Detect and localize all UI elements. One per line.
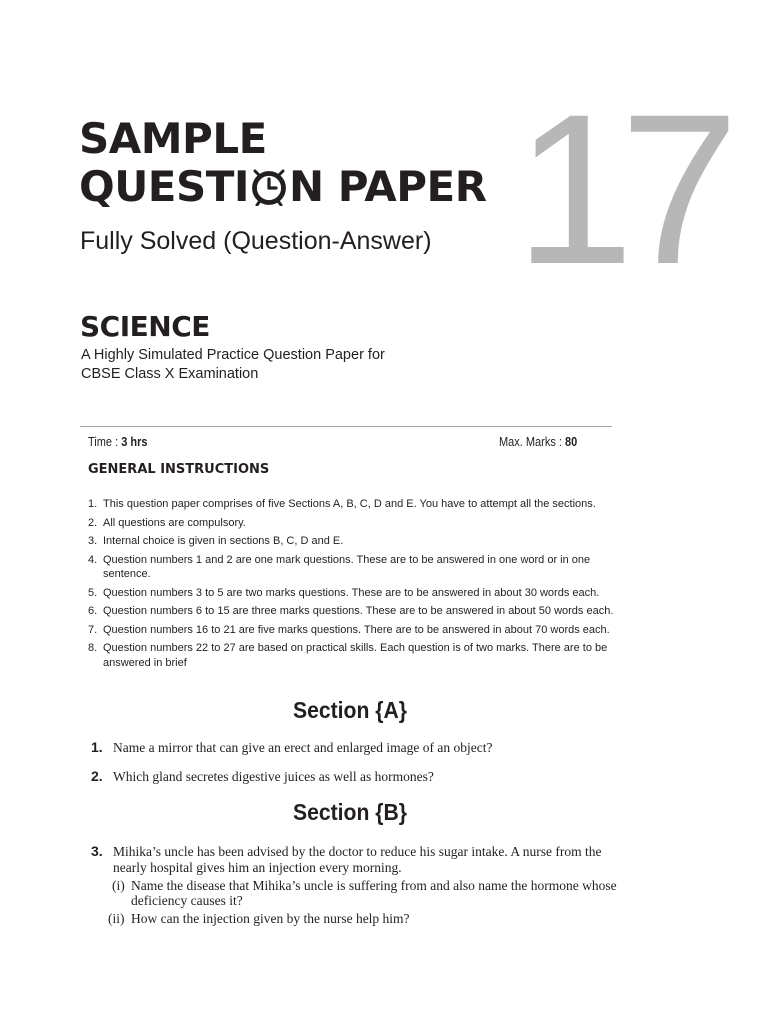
instruction-text: Question numbers 1 and 2 are one mark questions. These are to be answered in one word or in one sentence.: [103, 553, 591, 580]
instruction-text: Internal choice is given in sections B, C, D and E.: [103, 535, 344, 547]
question-1-text: Name a mirror that can give an erect and enlarged image of an object?: [113, 740, 493, 755]
time-info: [88, 435, 148, 449]
question-3-sub-2-text: How can the injection given by the nurse help him?: [131, 911, 410, 926]
instruction-item: [88, 641, 628, 670]
title-part-b: N PAPER: [289, 162, 487, 211]
instruction-text: All questions are compulsory.: [103, 516, 246, 529]
instruction-item: [88, 623, 628, 638]
question-3-number: 3.: [91, 843, 103, 859]
title-line-2: [79, 163, 487, 211]
instruction-text: Question numbers 22 to 27 are based on practical skills. Each question is of two marks. There are to be answered in brief: [103, 642, 608, 669]
clock-icon: [250, 168, 288, 206]
instruction-number: 4.: [88, 553, 98, 566]
instruction-number: 3.: [88, 535, 98, 547]
question-2-number: 2.: [91, 768, 103, 784]
question-3-sub-2-label: (ii): [108, 911, 125, 926]
instruction-text: Question numbers 6 to 15 are three marks questions. These are to be answered in about 50 words each.: [103, 605, 614, 617]
instructions-heading: GENERAL INSTRUCTIONS: [88, 462, 270, 477]
marks-label: Max. Marks :: [499, 435, 566, 449]
marks-info: [499, 435, 577, 449]
question-2-text: Which gland secretes digestive juices as well as hormones?: [113, 769, 434, 784]
instruction-number: 1.: [88, 498, 98, 510]
instruction-item: [88, 586, 628, 601]
question-3-sub-1-text: Name the disease that Mihika’s uncle is suffering from and also name the hormone whose deficiency causes it?: [131, 878, 617, 908]
instruction-number: 5.: [88, 586, 98, 599]
instruction-text: Question numbers 3 to 5 are two marks questions. These are to be answered in about 30 words each.: [103, 586, 600, 599]
paper-number: 17: [515, 70, 726, 309]
divider: [80, 426, 612, 427]
instruction-number: 6.: [88, 605, 98, 617]
question-1-number: 1.: [91, 739, 103, 755]
time-value: 3 hrs: [121, 435, 148, 449]
question-3-text: Mihika’s uncle has been advised by the doctor to reduce his sugar intake. A nurse from the nearly hospital gives him an injection every morning.: [113, 844, 602, 875]
instruction-item: [88, 497, 628, 512]
section-a-heading: Section {A}: [292, 697, 408, 723]
time-label: Time :: [88, 435, 122, 449]
instruction-number: 2.: [88, 516, 98, 529]
instruction-number: 7.: [88, 623, 98, 636]
marks-value: 80: [565, 435, 578, 449]
subject-description-line1: A Highly Simulated Practice Question Paper for: [81, 347, 385, 363]
subject-description-line2: CBSE Class X Examination: [81, 366, 259, 382]
instructions-list: [88, 497, 628, 674]
title-part-a: QUESTI: [79, 162, 250, 211]
instruction-number: 8.: [88, 642, 98, 654]
section-b-heading: Section {B}: [292, 799, 408, 825]
title-line-1: SAMPLE: [79, 114, 267, 163]
instruction-text: Question numbers 16 to 21 are five marks questions. There are to be answered in about 70 words each.: [103, 623, 610, 636]
instruction-item: [88, 534, 628, 549]
instruction-item: [88, 516, 628, 531]
instruction-item: [88, 604, 628, 619]
subtitle: Fully Solved (Question-Answer): [80, 227, 432, 255]
instruction-item: [88, 553, 628, 582]
subject-title: SCIENCE: [80, 310, 210, 343]
instruction-text: This question paper comprises of five Sections A, B, C, D and E. You have to attempt all the sections.: [103, 498, 596, 510]
question-3-sub-1-label: (i): [112, 878, 125, 893]
